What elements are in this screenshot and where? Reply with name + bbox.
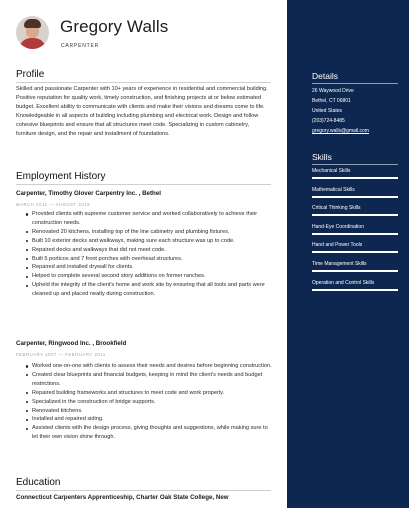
skill-label: Operation and Control Skills (312, 279, 375, 286)
skill-level-fill (312, 251, 398, 253)
skills-divider (312, 164, 398, 165)
list-item: Upheld the integrity of the client's home and work site by ensuring that all tools and parts were cleaned up and placed neatly during construction. (32, 281, 272, 299)
skill-item (312, 224, 398, 235)
list-item: Assisted clients with the design process, giving thoughts and suggestions, while making sure to let their own vision shine through. (32, 424, 272, 442)
skill-level-bar (312, 270, 398, 272)
job-2-bullets (32, 362, 272, 442)
skill-item (312, 280, 398, 291)
list-item: Specialized in the construction of bridge supports. (32, 398, 272, 407)
skill-label: Mechanical Skills (312, 168, 351, 174)
skill-level-bar (312, 214, 398, 216)
list-item: Repaired decks and walkways that did not meet code. (32, 246, 272, 255)
city-line: Bethel, CT 06801 (312, 98, 351, 104)
skill-label: Time Management Skills (312, 261, 367, 267)
skill-item (312, 261, 398, 272)
job-1-bullets (32, 210, 272, 299)
list-item: Installed and repaired siding. (32, 415, 272, 424)
skill-level-bar (312, 196, 398, 198)
skill-item (312, 187, 398, 198)
candidate-name: Gregory Walls (60, 17, 169, 36)
list-item: Renovated kitchens. (32, 407, 272, 416)
skill-level-fill (312, 177, 398, 179)
country-line: United States (312, 108, 343, 114)
details-heading: Details (312, 71, 338, 81)
skill-label: Mathematical Skills (312, 186, 355, 193)
skill-level-bar (312, 251, 398, 253)
skill-item (312, 205, 398, 216)
skill-level-fill (312, 196, 398, 198)
skill-label: Critical Thinking Skills (312, 205, 361, 212)
list-item: Created clear blueprints and financial budgets, keeping in mind the client's needs and budget restrictions. (32, 371, 272, 389)
avatar (16, 16, 49, 49)
skill-level-fill (312, 233, 398, 235)
employment-heading: Employment History (16, 171, 106, 182)
education-heading: Education (16, 477, 61, 488)
address-line: 26 Waywood Drive (312, 88, 354, 94)
skill-level-bar (312, 233, 398, 235)
list-item: Provided clients with supreme customer service and worked collaboratively to achieve their construction needs. (32, 210, 272, 228)
skill-level-bar (312, 289, 398, 291)
phone-number: (203)724-8485 (312, 118, 345, 124)
details-divider (312, 83, 398, 84)
profile-divider (16, 82, 271, 83)
skill-label: Hand-Eye Coordination (312, 223, 364, 230)
skill-item (312, 242, 398, 253)
sidebar (287, 0, 409, 508)
job-2-title: Carpenter, Ringwood Inc. , Brookfield (16, 340, 127, 347)
list-item: Renovated 20 kitchens, installing top of the line cabinetry and plumbing fixtures. (32, 228, 272, 237)
skill-level-fill (312, 214, 398, 216)
skill-level-bar (312, 177, 398, 179)
education-divider (16, 490, 271, 491)
skill-level-fill (312, 270, 398, 272)
education-school: Connecticut Carpenters Apprenticeship, Charter Oak State College, New (16, 494, 229, 501)
profile-text: Skilled and passionate Carpenter with 10+ years of experience in residential and commercial building. Positive reputation for quality work, timely construction, and finishing projects at or below estimated budget. Excellent ability to communicate with clients and make their visions and dreams come to life. Knowledgeable in all aspects of building including plumbing and electrical work. Design and follow cohesive blueprints and ensure that all structures meet code. Specializing in custom cabinetry, furniture design, and the repair and installment of foundations. (16, 86, 268, 138)
skill-level-fill (312, 289, 398, 291)
list-item: Repaired building frameworks and structures to meet code and work properly. (32, 389, 272, 398)
job-title: CARPENTER (61, 43, 100, 49)
profile-heading: Profile (16, 69, 45, 80)
skill-item (312, 168, 398, 179)
list-item: Helped to complete several second story additions on former ranches. (32, 272, 272, 281)
skill-label: Hand and Power Tools (312, 242, 363, 249)
email-link[interactable]: gregory.walls@gmail.com (312, 128, 369, 134)
list-item: Built 5 porticos and 7 front porches with overhead structures. (32, 255, 272, 264)
skills-heading: Skills (312, 152, 332, 162)
job-1-dates: MARCH 2011 — AUGUST 2019 (16, 202, 91, 207)
list-item: Worked one-on-one with clients to assess their needs and desires before beginning construction. (32, 363, 272, 369)
list-item: Repaired and installed drywall for clients. (32, 263, 272, 272)
employment-divider (16, 184, 271, 185)
list-item: Built 10 exterior decks and walkways, making sure each structure was up to code. (32, 237, 272, 246)
job-2-dates: FEBRUARY 2007 — FEBRUARY 2011 (16, 352, 106, 357)
job-1-title: Carpenter, Timothy Glover Carpentry Inc. , Bethel (16, 190, 161, 197)
